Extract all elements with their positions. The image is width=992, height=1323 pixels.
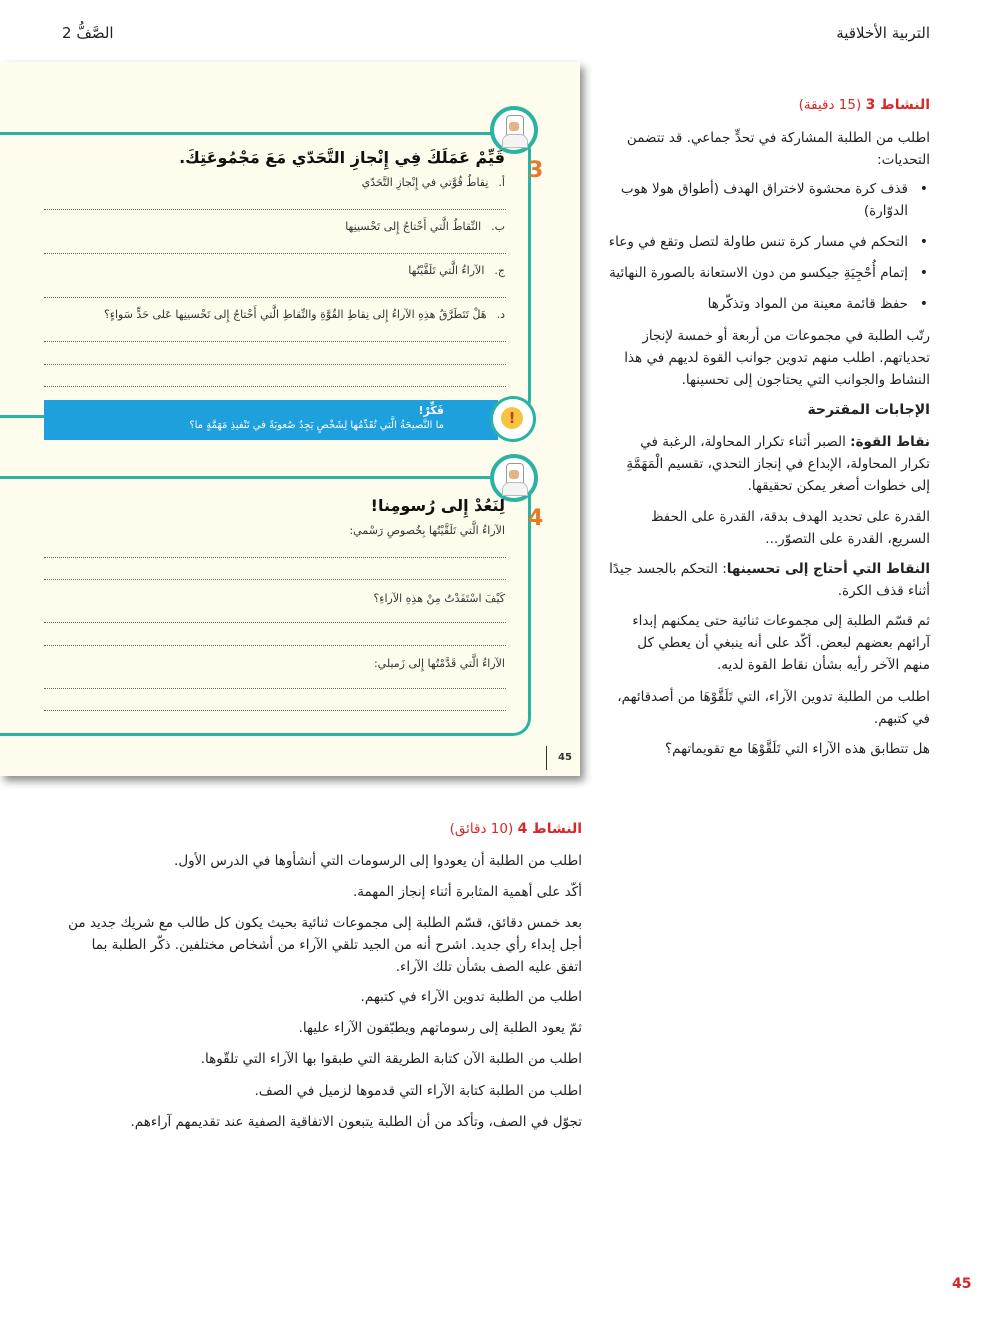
writing-line	[44, 710, 506, 711]
strengths-para	[608, 431, 930, 497]
bullet-item: • قذف كرة محشوة لاختراق الهدف (أطواق هولا هوب الدوّارة)	[608, 178, 930, 222]
improve-para	[608, 558, 930, 602]
activity4-para: أكّد على أهمية المثابرة أثناء إنجاز المهمة.	[352, 884, 582, 900]
section3-number: 3	[528, 158, 544, 183]
writing-line	[44, 364, 506, 365]
writing-line	[44, 297, 506, 298]
activity3-title: النشاط 3	[865, 97, 930, 113]
teacher-avatar-icon	[490, 454, 538, 502]
writing-line	[44, 386, 506, 387]
strengths-label: نقاط القوة:	[850, 434, 930, 450]
lightbulb-icon: !	[490, 396, 536, 442]
section4-item-3: الآراءُ الَّتي قَدَّمْتُها إِلى زَميلي:	[373, 657, 505, 670]
writing-line	[44, 645, 506, 646]
student-book-page	[0, 62, 580, 776]
section3-item-b: ب.النِّقاطُ الَّتي أَحْتاجُ إِلى تَحْسينِها	[345, 220, 505, 233]
writing-line	[44, 579, 506, 580]
section3-item-a: أ.نِقاطُ قُوَّتي في إِنْجازِ التَّحَدّي	[361, 176, 505, 189]
section4-item-2: كَيْفَ اسْتَفَدْتُ مِنْ هذِهِ الآراءِ؟	[373, 592, 505, 605]
improve-text: : التحكم بالجسد جيدًا أثناء قذف الكرة.	[609, 561, 930, 599]
think-title: فَكِّرْ!	[418, 404, 444, 417]
activity4-title: النشاط 4	[517, 821, 582, 837]
bullet-item: • حفظ قائمة معينة من المواد وتذكّرها	[608, 293, 930, 315]
activity4-para: اطلب من الطلبة تدوين الآراء في كتبهم.	[360, 989, 582, 1005]
activity3-para1: رتّب الطلبة في مجموعات من أربعة أو خمسة لإنجاز تحدياتهم. اطلب منهم تدوين جوانب القوة لديهم في هذا النشاط والجوانب التي يحتاجون إلى تحسينها.	[624, 328, 930, 388]
section3-item-d: د.هَلْ تَتَطَرَّقُ هذِهِ الآراءُ إِلى نِقاطِ القُوَّةِ والنِّقاطِ الَّتي أَحْتاجُ إِلى تَحْسينِها عَلى حَدٍّ سَواءٍ؟	[103, 308, 505, 321]
think-text: ما النَّصيحَةُ الَّتي تُقَدِّمُها لِشَخْصٍ يَجِدُ صُعوبَةً في تَنْفيذِ مَهَمَّةٍ ما؟	[189, 420, 444, 431]
section4-number: 4	[528, 506, 544, 531]
section4-item-1: الآراءُ الَّتي تَلَقَّيْتُها بِخُصوصِ رَسْمي:	[349, 524, 505, 537]
writing-line	[44, 557, 506, 558]
writing-line	[44, 688, 506, 689]
page-divider	[546, 746, 547, 770]
book-page-number: 45	[558, 752, 572, 763]
activity4-para: اطلب من الطلبة أن يعودوا إلى الرسومات التي أنشأوها في الدرس الأول.	[174, 853, 582, 869]
writing-line	[44, 253, 506, 254]
grade-label: الصَّفُّ 2	[62, 24, 114, 42]
activity4-para: تجوّل في الصف، وتأكد من أن الطلبة يتبعون الاتفاقية الصفية عند تقديمهم آراءهم.	[130, 1114, 582, 1130]
strengths-more: القدرة على تحديد الهدف بدقة، القدرة على الحفظ السريع، القدرة على التصوّر...	[650, 509, 930, 547]
section4-frame	[0, 476, 531, 736]
activity3-para4: هل تتطابق هذه الآراء التي تَلَقَّوْهَا مع تقويماتهم؟	[665, 741, 930, 757]
activity3-heading	[608, 94, 930, 116]
activity3-para3: اطلب من الطلبة تدوين الآراء، التي تَلَقَّوْهَا من أصدقائهم، في كتبهم.	[617, 689, 930, 727]
teacher-avatar-icon	[490, 106, 538, 154]
activity4-para: بعد خمس دقائق، قسّم الطلبة إلى مجموعات ثنائية بحيث يكون كل طالب مع شريك جديد من أجل إبداء رأي جديد. اشرح أنه من الجيد تلقي الآراء من أشخاص مختلفين. ذكّر الطلبة بما اتفق عليه الصف بشأن تلك الآراء.	[68, 915, 582, 975]
activity3-para2: ثم قسّم الطلبة إلى مجموعات ثنائية حتى يمكنهم إبداء آرائهم بعضهم لبعض. أكّد على أنه ينبغي أن يعطي كل منهم الآخر رأيه بشأن نقاط القوة لديه.	[632, 613, 930, 673]
bullet-item: • إتمام أُحْجِيَةِ جيكسو من دون الاستعانة بالصورة النهائية	[608, 262, 930, 284]
page-number: 45	[952, 1276, 972, 1292]
section3-title: قَيِّمْ عَمَلَكَ فِي إِنْجازِ التَّحَدّي مَعَ مَجْمُوعَتِكَ.	[179, 148, 505, 167]
writing-line	[44, 622, 506, 623]
think-box	[44, 400, 498, 440]
improve-label: النقاط التي أحتاج إلى تحسينها	[726, 561, 930, 577]
activity4-para: اطلب من الطلبة الآن كتابة الطريقة التي طبقوا بها الآراء التي تلقّوها.	[200, 1051, 582, 1067]
answers-heading: الإجابات المقترحة	[807, 402, 930, 418]
activity4-para: اطلب من الطلبة كتابة الآراء التي قدموها لزميل في الصف.	[254, 1083, 582, 1099]
activity4-heading	[62, 818, 582, 840]
bullet-item: • التحكم في مسار كرة تنس طاولة لتصل وتقع في وعاء	[608, 231, 930, 253]
strengths-text: الصبر أثناء تكرار المحاولة، الرغبة في تكرار المحاولة، الإبداع في إنجاز التحدي، تقسيم الْمَهَمَّةِ إلى خطوات أصغر يمكن تحقيقها.	[626, 434, 930, 494]
section3-item-c: ج.الآراءُ الَّتي تَلَقَّيْتُها	[408, 264, 505, 277]
writing-line	[44, 209, 506, 210]
activity3-intro: اطلب من الطلبة المشاركة في تحدٍّ جماعي. قد تتضمن التحديات:	[626, 130, 930, 168]
activity3-duration: (15 دقيقة)	[798, 97, 862, 113]
activity4-para: ثمّ يعود الطلبة إلى رسوماتهم ويطبّقون الآراء عليها.	[298, 1020, 582, 1036]
writing-line	[44, 341, 506, 342]
activity4-duration: (10 دقائق)	[449, 821, 514, 837]
section4-title: لِنَعُدْ إِلى رُسومِنا!	[370, 496, 505, 515]
subject-title: التربية الأخلاقية	[836, 24, 930, 42]
